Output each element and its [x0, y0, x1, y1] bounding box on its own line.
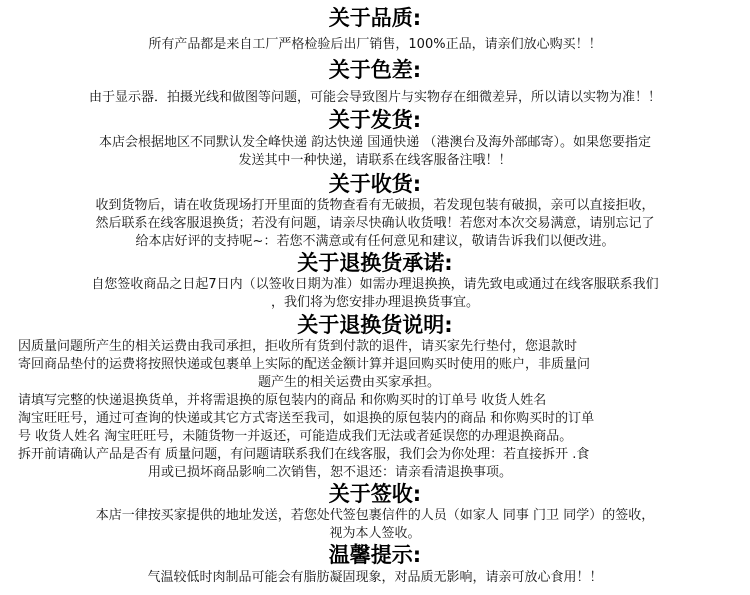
explain-line: 拆开前请确认产品是否有 质量问题，有问题请联系我们在线客服，我们会为你处理：若直接拆开 .食 — [18, 447, 590, 462]
quality-line: 所有产品都是来自工厂严格检验后出厂销售，100%正品，请亲们放心购买！！ — [148, 37, 602, 52]
explain-line: 题产生的相关运费由买家承担。 — [258, 375, 441, 390]
quality-text — [18, 36, 732, 54]
promise-line: ，我们将为您安排办理退换货事宜。 — [270, 295, 479, 310]
receiving-text — [18, 197, 732, 251]
tips-text — [18, 569, 732, 587]
explain-line: 请填写完整的快递退换货单，并将需退换的原包装内的商品 和你购买时的订单号 收货人姓名 — [18, 393, 547, 408]
signing-heading: 关于签收: — [328, 482, 422, 506]
promise-line: 自您签收商品之日起7日内（以签收日期为准）如需办理退换换，请先致电或通过在线客服联系我们 — [91, 277, 659, 292]
explain-line: 寄回商品垫付的运费将按照快递或包裹单上实际的配送金额计算并退回购买时使用的账户，非质量问 — [18, 357, 591, 372]
explain-line: 用或已损坏商品影响二次销售，恕不退还：请亲看清退换事项。 — [148, 465, 513, 480]
explain-text — [18, 338, 732, 482]
color-heading: 关于色差: — [328, 58, 422, 82]
shipping-line: 本店会根据地区不同默认发全峰快递 韵达快递 国通快递 （港澳台及海外部邮寄）。如果您要指定 — [99, 135, 651, 150]
signing-line: 视为本人签收。 — [329, 526, 421, 541]
receiving-line: 然后联系在线客服退换货；若没有问题，请亲尽快确认收货哦！若您对本次交易满意，请别忘记了 — [95, 216, 655, 231]
promise-text — [18, 276, 732, 312]
shipping-line: 发送其中一种快递，请联系在线客服备注哦！！ — [238, 153, 512, 168]
tips-line: 气温较低时肉制品可能会有脂肪凝固现象，对品质无影响，请亲可放心食用！！ — [147, 570, 603, 585]
shipping-text — [18, 134, 732, 170]
shipping-heading: 关于发货: — [328, 108, 422, 132]
signing-text — [18, 507, 732, 543]
explain-heading: 关于退换货说明: — [297, 313, 453, 337]
receiving-heading: 关于收货: — [328, 172, 422, 196]
tips-heading: 温馨提示: — [328, 543, 422, 567]
explain-line: 号 收货人姓名 淘宝旺旺号，未随货物一并返还，可能造成我们无法或者延误您的办理退换商品。 — [18, 429, 573, 444]
promise-heading: 关于退换货承诺: — [297, 251, 453, 275]
quality-heading: 关于品质: — [328, 6, 422, 30]
color-line: 由于显示器．拍摄光线和做图等问题，可能会导致图片与实物存在细微差异，所以请以实物为准！！ — [88, 90, 661, 105]
receiving-line: 给本店好评的支持呢~：若您不满意或有任何意见和建议，敬请告诉我们以便改进。 — [135, 234, 615, 249]
receiving-line: 收到货物后，请在收货现场打开里面的货物查看有无破损，若发现包装有破损，亲可以直接拒收， — [95, 198, 655, 213]
signing-line: 本店一律按买家提供的地址发送，若您处代签包裹信件的人员（如家人 同事 门卫 同学）的签收， — [95, 508, 655, 523]
explain-line: 淘宝旺旺号，通过可查询的快递或其它方式寄送至我司，如退换的原包装内的商品 和你购买时的订单 — [18, 411, 595, 426]
color-text — [18, 89, 732, 107]
explain-line: 因质量问题所产生的相关运费由我司承担，拒收所有货到付款的退件，请买家先行垫付，您退款时 — [18, 339, 578, 354]
